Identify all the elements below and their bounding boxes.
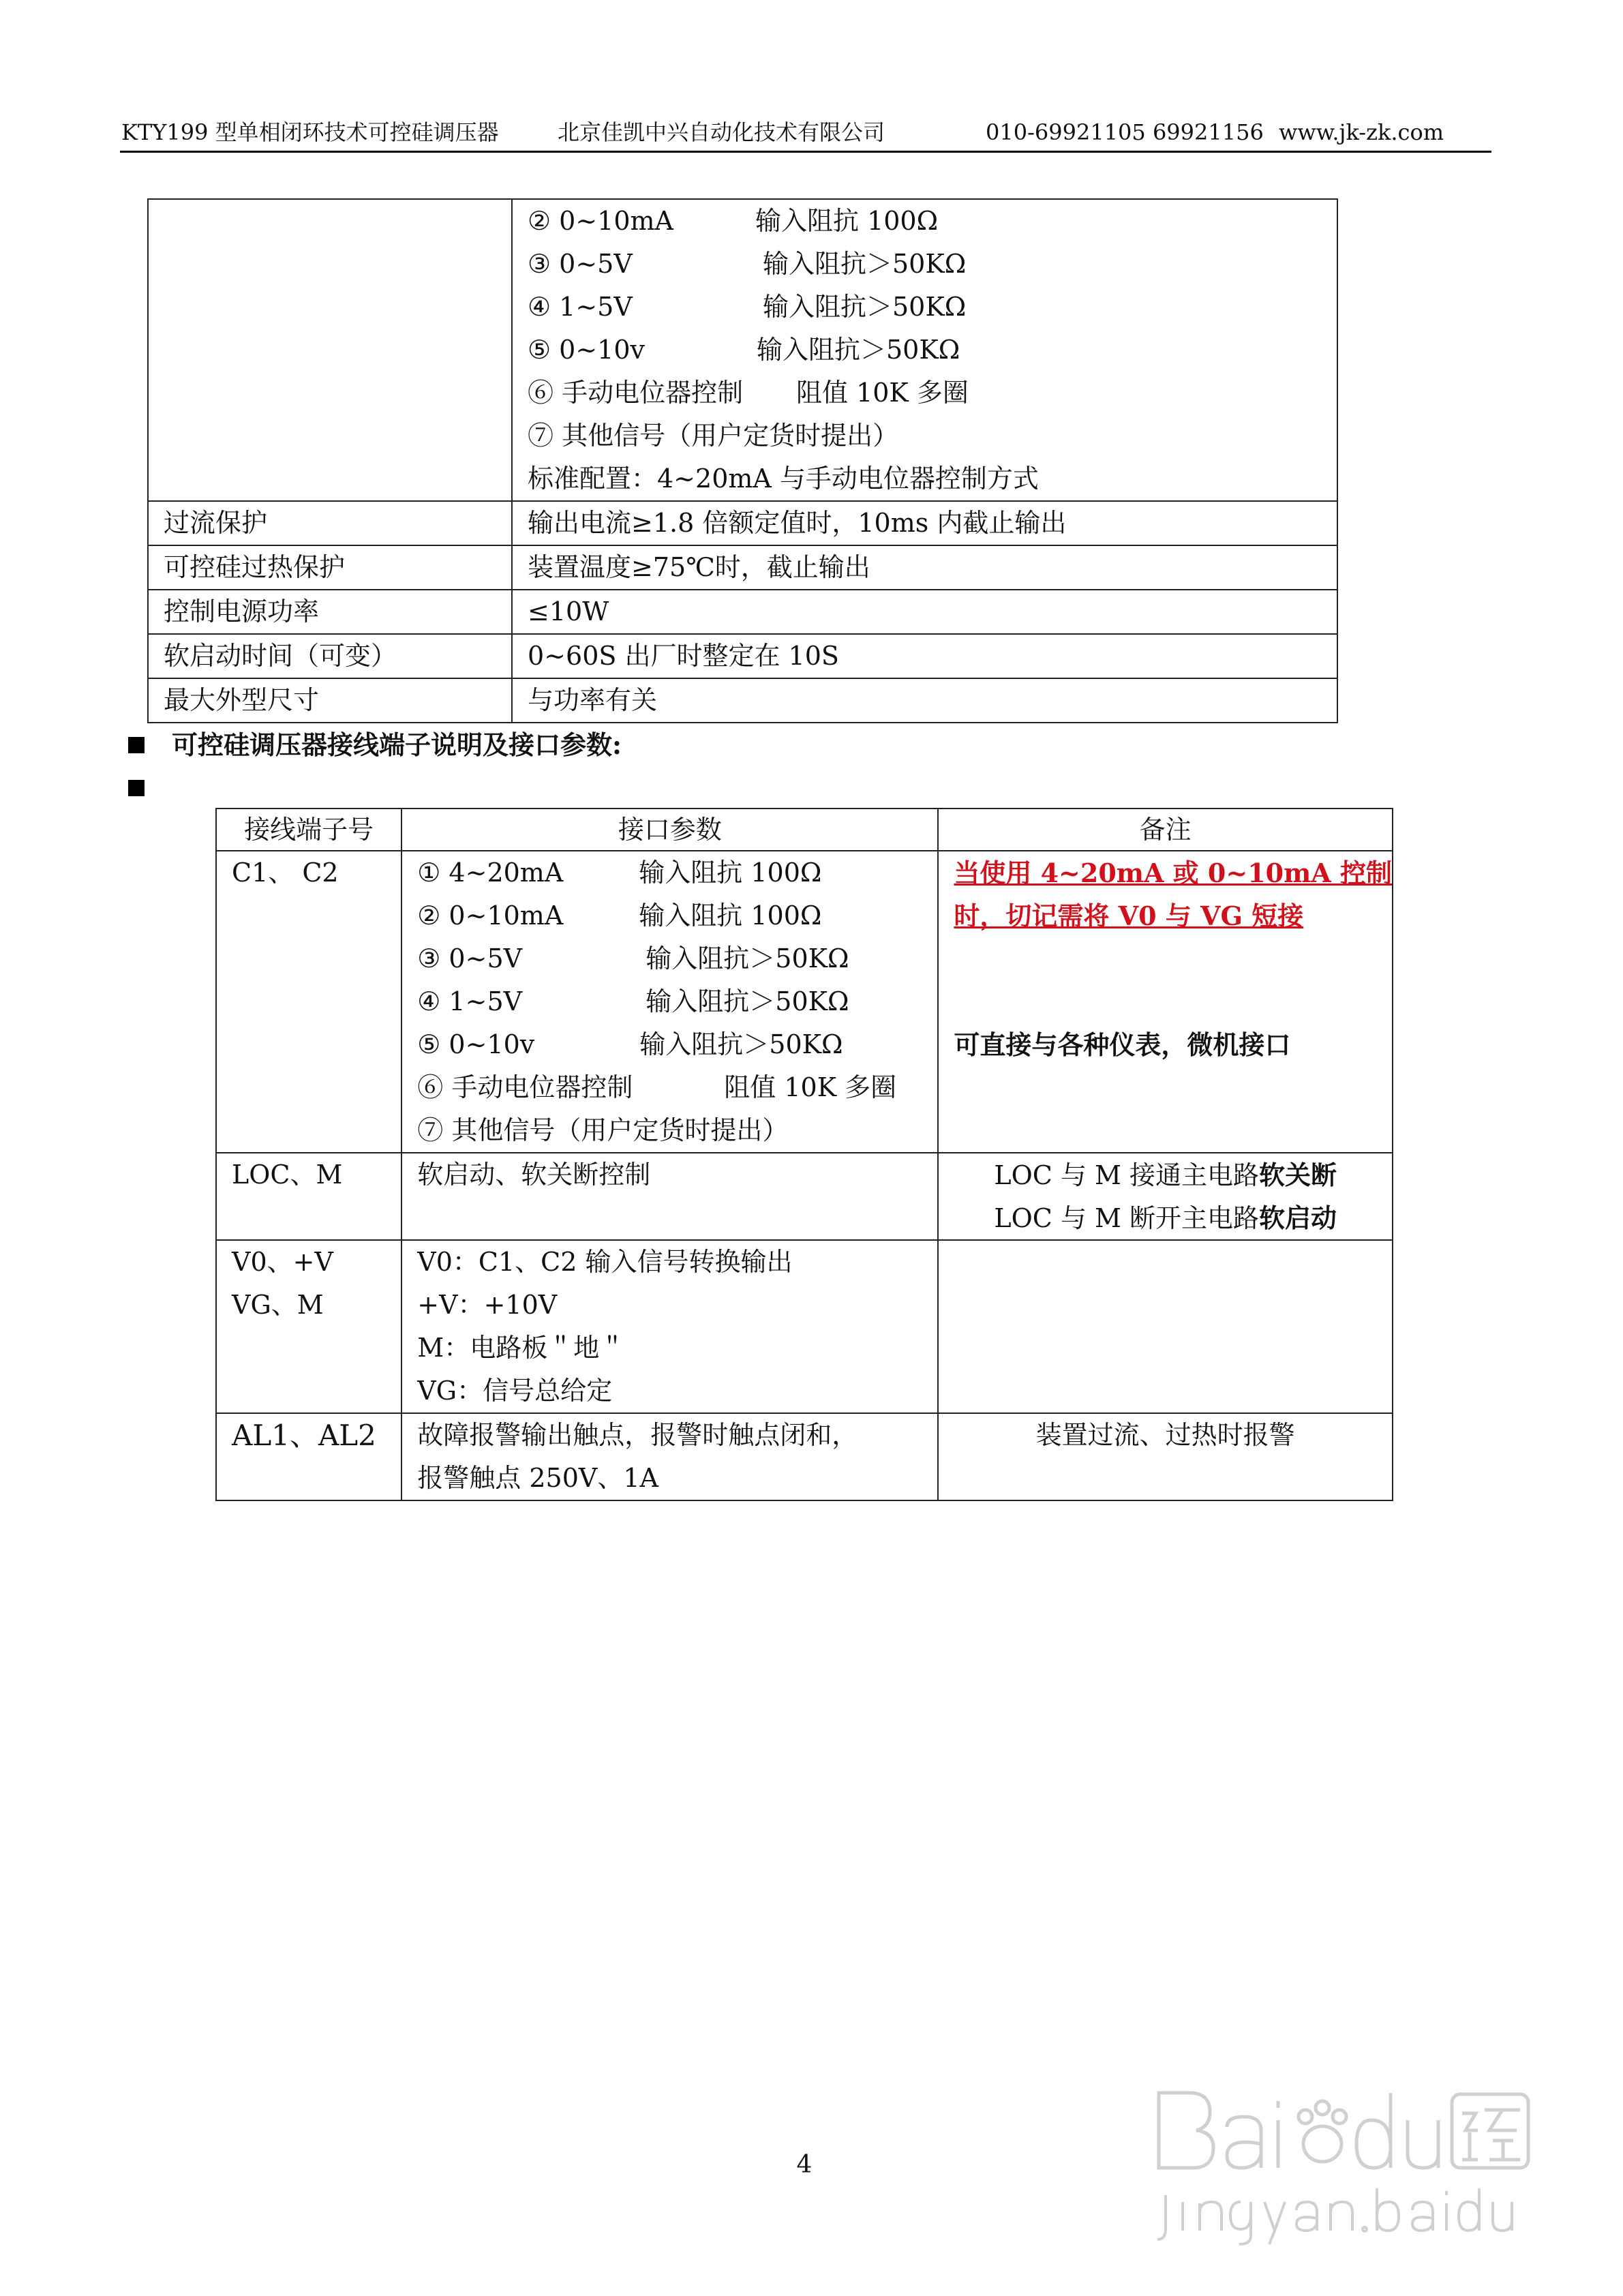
loc-note: LOC 与 M 接通主电路软关断	[994, 1160, 1337, 1190]
spec-name: 最大外型尺寸	[148, 678, 512, 723]
header-terminal: 接线端子号	[216, 809, 401, 851]
terminal-id: AL1、AL2	[216, 1413, 401, 1500]
param-line: ③ 0~5V 输入阻抗＞50KΩ	[417, 943, 849, 973]
page-header	[121, 115, 1481, 150]
terminal-table	[215, 808, 1393, 1501]
param-line: ② 0~10mA 输入阻抗 100Ω	[417, 901, 822, 931]
signal-option: ⑥ 手动电位器控制 阻值 10K 多圈	[528, 378, 969, 408]
spec-signal-options	[512, 199, 1337, 501]
terminal-params: 故障报警输出触点，报警时触点闭和， 报警触点 250V、1A	[401, 1413, 938, 1500]
header-divider	[120, 151, 1491, 153]
signal-option: ⑦ 其他信号（用户定货时提出）	[528, 421, 899, 451]
terminal-id: C1、 C2	[216, 851, 401, 1153]
loc-note: LOC 与 M 断开主电路软启动	[994, 1203, 1337, 1233]
spec-name: 软启动时间（可变）	[148, 634, 512, 678]
header-company: 北京佳凯中兴自动化技术有限公司	[558, 119, 885, 145]
param-line: ⑤ 0~10v 输入阻抗＞50KΩ	[417, 1029, 843, 1059]
header-website: www.jk-zk.com	[1279, 119, 1444, 145]
standard-config: 标准配置：4~20mA 与手动电位器控制方式	[528, 464, 1039, 494]
bullet-square-icon	[128, 737, 145, 753]
terminal-row-c1c2	[216, 851, 1393, 1153]
signal-option: ⑤ 0~10v 输入阻抗＞50KΩ	[528, 335, 960, 365]
terminal-row-loc	[216, 1153, 1393, 1240]
spec-value: ≤10W	[512, 590, 1337, 634]
baidu-watermark-logo	[1152, 2052, 1534, 2256]
terminal-row-al	[216, 1413, 1393, 1500]
spec-value: 与功率有关	[512, 678, 1337, 723]
param-line: ④ 1~5V 输入阻抗＞50KΩ	[417, 986, 849, 1016]
header-notes: 备注	[938, 809, 1393, 851]
terminal-notes	[938, 851, 1393, 1153]
terminal-notes	[938, 1153, 1393, 1240]
param-line: ⑥ 手动电位器控制 阻值 10K 多圈	[417, 1072, 897, 1102]
warning-note: 当使用 4~20mA 或 0~10mA 控制	[954, 858, 1392, 888]
terminal-id: LOC、M	[216, 1153, 401, 1240]
spec-row	[148, 545, 1337, 590]
terminal-params	[401, 851, 938, 1153]
terminal-params: V0：C1、C2 输入信号转换输出 +V：+10V M：电路板＂地＂ VG：信号总给定	[401, 1240, 938, 1413]
terminal-notes	[938, 1240, 1393, 1413]
terminal-table-header	[216, 809, 1393, 851]
signal-option: ④ 1~5V 输入阻抗＞50KΩ	[528, 292, 967, 322]
spec-row	[148, 634, 1337, 678]
spec-row	[148, 590, 1337, 634]
param-line: ① 4~20mA 输入阻抗 100Ω	[417, 858, 822, 888]
spec-row-signal	[148, 199, 1337, 501]
signal-option: ③ 0~5V 输入阻抗＞50KΩ	[528, 249, 967, 279]
header-product: KTY199 型单相闭环技术可控硅调压器	[121, 119, 499, 145]
terminal-id: V0、+V VG、M	[216, 1240, 401, 1413]
spec-name: 过流保护	[148, 501, 512, 545]
param-line: ⑦ 其他信号（用户定货时提出）	[417, 1115, 789, 1145]
header-params: 接口参数	[401, 809, 938, 851]
spec-value: 装置温度≥75℃时，截止输出	[512, 545, 1337, 590]
section-title: 可控硅调压器接线端子说明及接口参数:	[128, 725, 622, 766]
spec-name-empty	[148, 199, 512, 501]
spec-value: 输出电流≥1.8 倍额定值时，10ms 内截止输出	[512, 501, 1337, 545]
terminal-row-v0	[216, 1240, 1393, 1413]
empty-bullet	[128, 768, 172, 809]
spec-name: 控制电源功率	[148, 590, 512, 634]
page-number: 4	[796, 2151, 813, 2179]
spec-value: 0~60S 出厂时整定在 10S	[512, 634, 1337, 678]
terminal-params: 软启动、软关断控制	[401, 1153, 938, 1240]
signal-option: ② 0~10mA 输入阻抗 100Ω	[528, 206, 939, 236]
bullet-square-icon	[128, 780, 145, 796]
spec-row	[148, 678, 1337, 723]
info-note: 可直接与各种仪表，微机接口	[954, 1029, 1291, 1060]
terminal-notes: 装置过流、过热时报警	[938, 1413, 1393, 1500]
spec-row	[148, 501, 1337, 545]
header-phone: 010-69921105 69921156	[986, 119, 1264, 145]
spec-name: 可控硅过热保护	[148, 545, 512, 590]
spec-table	[147, 198, 1338, 723]
warning-note: 时，切记需将 V0 与 VG 短接	[954, 901, 1304, 931]
